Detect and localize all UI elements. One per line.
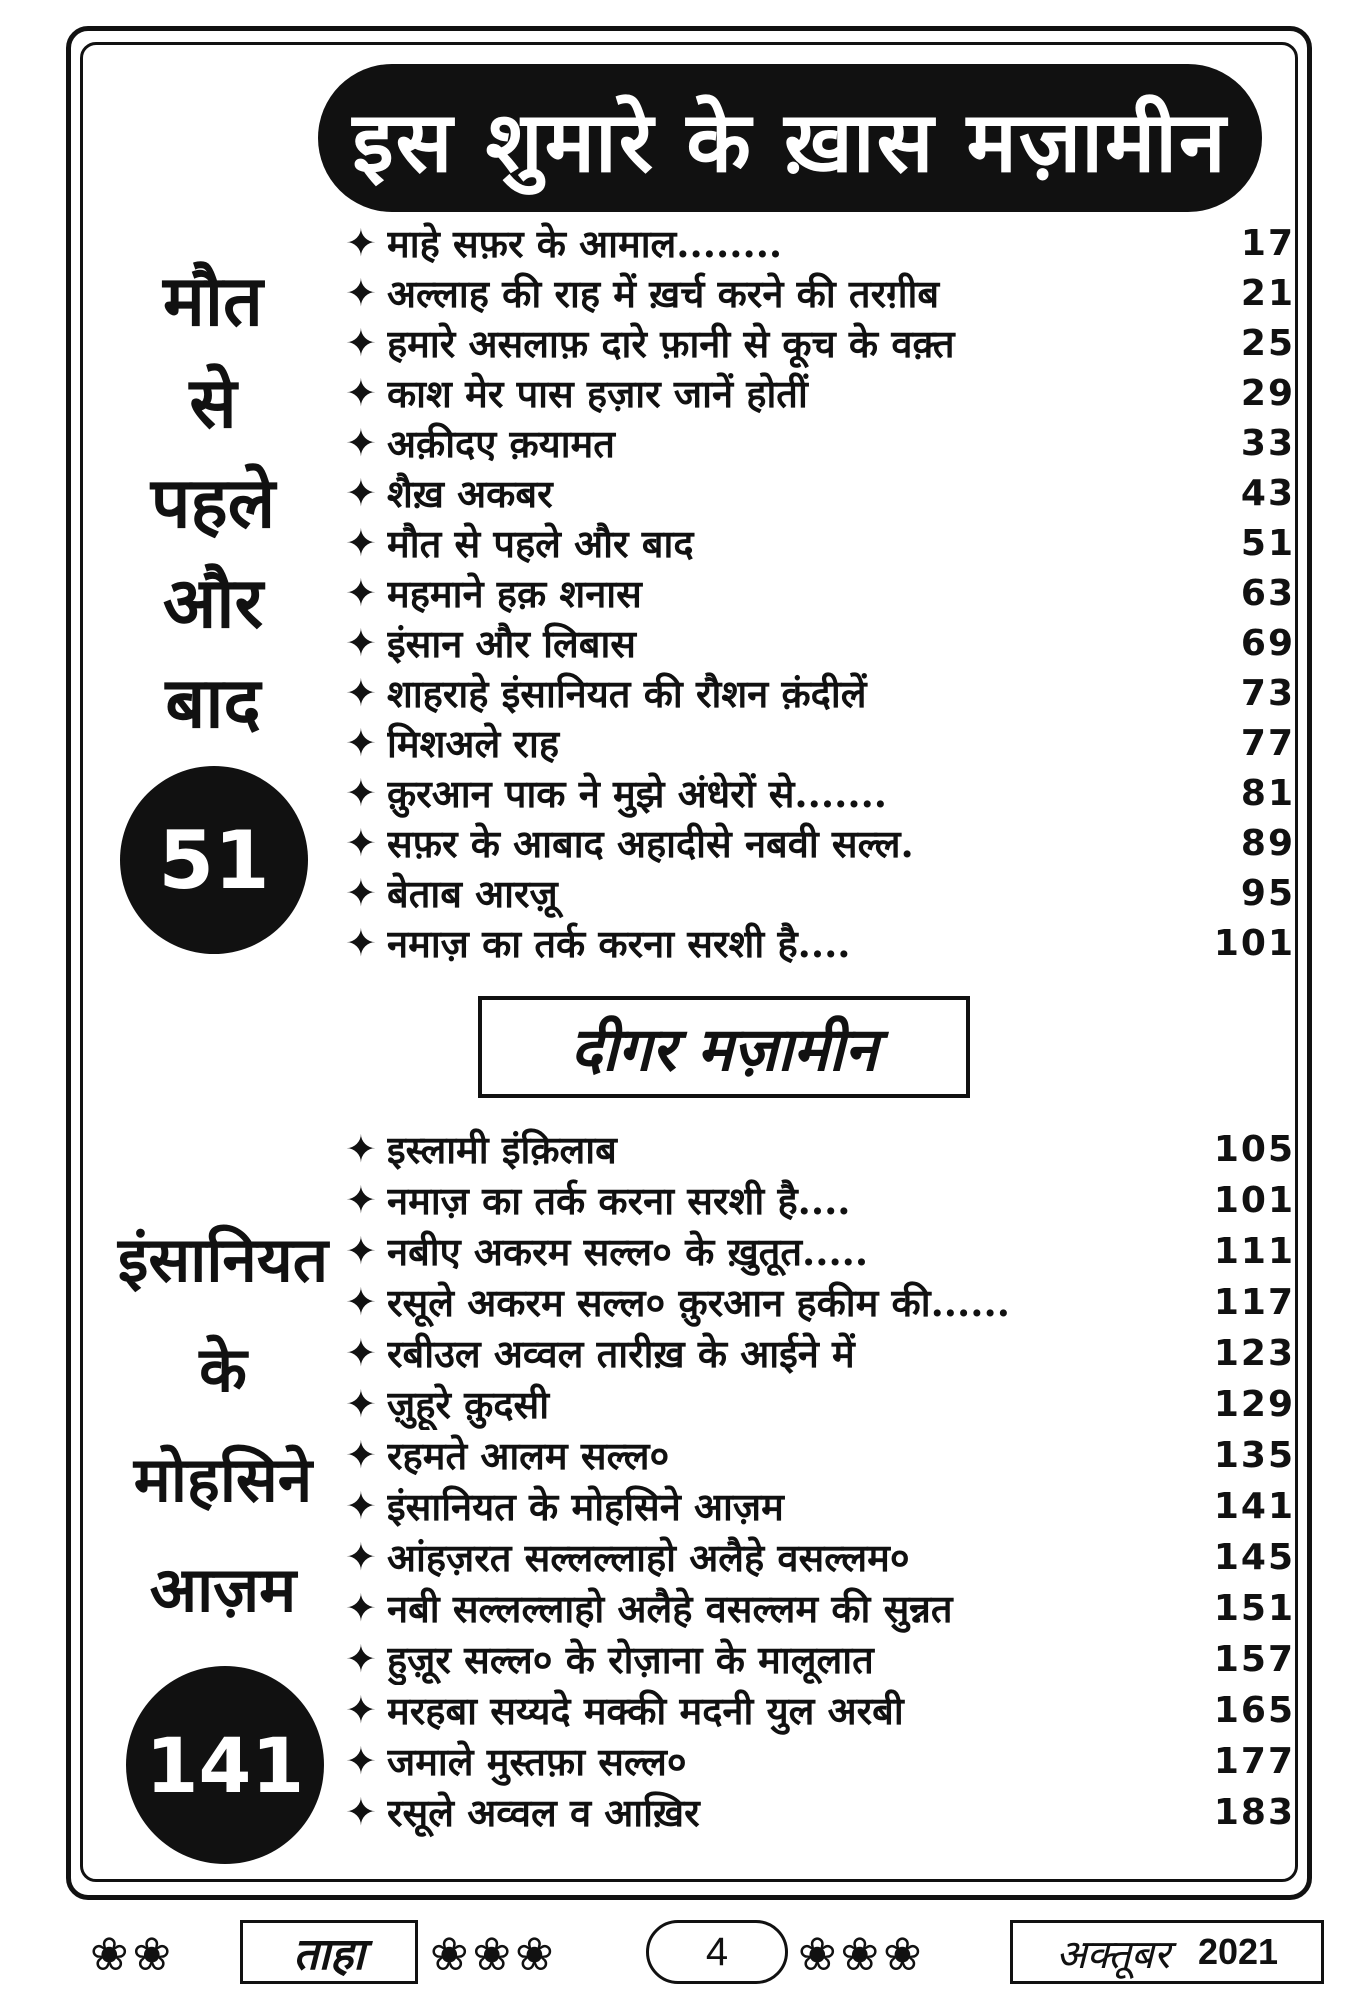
- toc-page-number: 141: [1213, 1485, 1295, 1527]
- diamond-bullet-icon: ✦: [345, 1739, 377, 1783]
- toc-row[interactable]: [345, 1634, 1295, 1684]
- diamond-bullet-icon: ✦: [345, 821, 377, 865]
- section-heading: दीगर मज़ामीन: [570, 1015, 878, 1085]
- side-word: के: [199, 1333, 247, 1406]
- diamond-bullet-icon: ✦: [345, 671, 377, 715]
- toc-page-number: 77: [1240, 722, 1295, 764]
- issue-date-box: [1010, 1920, 1324, 1984]
- diamond-bullet-icon: ✦: [345, 1433, 377, 1477]
- toc-row[interactable]: [345, 518, 1295, 568]
- diamond-bullet-icon: ✦: [345, 921, 377, 965]
- side-word: मोहसिने: [133, 1443, 313, 1516]
- toc-page-number: 157: [1213, 1638, 1295, 1680]
- toc-title: नबीए अकरम सल्ल० के ख़ुतूत.....: [387, 1229, 869, 1274]
- toc-row[interactable]: [345, 1175, 1295, 1225]
- diamond-bullet-icon: ✦: [345, 571, 377, 615]
- side-word: मौत: [163, 259, 263, 342]
- diamond-bullet-icon: ✦: [345, 1484, 377, 1528]
- issue-month: अक्तूबर: [1055, 1931, 1170, 1978]
- toc-title: सफ़र के आबाद अहादीसे नबवी सल्ल.: [387, 821, 914, 866]
- diamond-bullet-icon: ✦: [345, 621, 377, 665]
- toc-row[interactable]: [345, 1685, 1295, 1735]
- feature-page-number: 51: [158, 813, 270, 907]
- toc-page-number: 69: [1240, 622, 1295, 664]
- toc-title: बेताब आरज़ू: [387, 871, 558, 916]
- toc-page-number: 129: [1213, 1383, 1295, 1425]
- toc-title: मिशअले राह: [387, 721, 559, 766]
- side-word: और: [162, 561, 264, 644]
- toc-row[interactable]: [345, 618, 1295, 668]
- toc-row[interactable]: [345, 218, 1295, 268]
- diamond-bullet-icon: ✦: [345, 1229, 377, 1273]
- toc-title: इस्लामी इंक़िलाब: [387, 1127, 617, 1172]
- toc-row[interactable]: [345, 1787, 1295, 1837]
- diamond-bullet-icon: ✦: [345, 1331, 377, 1375]
- journal-name-box: [240, 1920, 418, 1984]
- diamond-bullet-icon: ✦: [345, 1688, 377, 1732]
- toc-title: रहमते आलम सल्ल०: [387, 1433, 670, 1478]
- toc-row[interactable]: [345, 1226, 1295, 1276]
- toc-page-number: 123: [1213, 1332, 1295, 1374]
- toc-row[interactable]: [345, 1430, 1295, 1480]
- toc-row[interactable]: [345, 368, 1295, 418]
- toc-title: इंसान और लिबास: [387, 621, 636, 666]
- toc-page-number: 89: [1240, 822, 1295, 864]
- toc-page-number: 165: [1213, 1689, 1295, 1731]
- section-heading-box: [478, 996, 970, 1098]
- diamond-bullet-icon: ✦: [345, 871, 377, 915]
- toc-title: नमाज़ का तर्क करना सरशी है....: [387, 921, 851, 966]
- toc-title: नमाज़ का तर्क करना सरशी है....: [387, 1178, 851, 1223]
- toc-page-number: 33: [1240, 422, 1295, 464]
- diamond-bullet-icon: ✦: [345, 1280, 377, 1324]
- feature-page-badge: [120, 766, 308, 954]
- toc-title: शैख़ अकबर: [387, 471, 553, 516]
- toc-title: अल्लाह की राह में ख़र्च करने की तरग़ीब: [387, 271, 940, 316]
- toc-page-number: 177: [1213, 1740, 1295, 1782]
- side-word: इंसानियत: [117, 1223, 329, 1296]
- toc-title: रसूले अकरम सल्ल० क़ुरआन हकीम की......: [387, 1280, 1010, 1325]
- toc-row[interactable]: [345, 1481, 1295, 1531]
- toc-page-number: 51: [1240, 522, 1295, 564]
- page-title: इस शुमारे के ख़ास मज़ामीन: [352, 91, 1228, 191]
- toc-title: रबीउल अव्वल तारीख़ के आईने में: [387, 1331, 855, 1376]
- page-number-oval: [646, 1920, 788, 1984]
- diamond-bullet-icon: ✦: [345, 1790, 377, 1834]
- flower-ornament-icon: ❀❀❀: [798, 1927, 926, 1981]
- toc-page-number: 105: [1213, 1128, 1295, 1170]
- diamond-bullet-icon: ✦: [345, 371, 377, 415]
- toc-page-number: 73: [1240, 672, 1295, 714]
- toc-page-number: 101: [1213, 1179, 1295, 1221]
- toc-title: शाहराहे इंसानियत की रौशन क़ंदीलें: [387, 671, 867, 716]
- side-word: आज़म: [149, 1553, 297, 1626]
- diamond-bullet-icon: ✦: [345, 1127, 377, 1171]
- toc-row[interactable]: [345, 1379, 1295, 1429]
- toc-row[interactable]: [345, 418, 1295, 468]
- side-word: पहले: [150, 461, 276, 544]
- toc-title: इंसानियत के मोहसिने आज़म: [387, 1484, 784, 1529]
- toc-page-number: 63: [1240, 572, 1295, 614]
- toc-title: रसूले अव्वल व आख़िर: [387, 1790, 700, 1835]
- page-title-banner: [318, 64, 1262, 212]
- toc-row[interactable]: [345, 718, 1295, 768]
- flower-ornament-icon: ❀❀❀: [430, 1927, 558, 1981]
- toc-row[interactable]: [345, 1124, 1295, 1174]
- toc-page-number: 151: [1213, 1587, 1295, 1629]
- diamond-bullet-icon: ✦: [345, 221, 377, 265]
- side-word: से: [189, 361, 237, 444]
- toc-title: मौत से पहले और बाद: [387, 521, 694, 566]
- toc-row[interactable]: [345, 768, 1295, 818]
- diamond-bullet-icon: ✦: [345, 1637, 377, 1681]
- toc-page-number: 145: [1213, 1536, 1295, 1578]
- toc-row[interactable]: [345, 1328, 1295, 1378]
- toc-page-number: 135: [1213, 1434, 1295, 1476]
- toc-title: हमारे असलाफ़ दारे फ़ानी से कूच के वक़्त: [387, 321, 955, 366]
- toc-title: आंहज़रत सल्लल्लाहो अलैहे वसल्लम०: [387, 1535, 910, 1580]
- diamond-bullet-icon: ✦: [345, 771, 377, 815]
- toc-row[interactable]: [345, 1736, 1295, 1786]
- toc-title: क़ुरआन पाक ने मुझे अंधेरों से.......: [387, 771, 888, 816]
- diamond-bullet-icon: ✦: [345, 421, 377, 465]
- page-number: 4: [705, 1929, 729, 1974]
- toc-title: माहे सफ़र के आमाल........: [387, 221, 783, 266]
- toc-page-number: 81: [1240, 772, 1295, 814]
- toc-row[interactable]: [345, 268, 1295, 318]
- toc-page-number: 17: [1240, 222, 1295, 264]
- side-word: बाद: [165, 661, 261, 744]
- flower-ornament-icon: ❀❀: [90, 1927, 176, 1981]
- toc-title: हुज़ूर सल्ल० के रोज़ाना के मालूलात: [387, 1637, 874, 1682]
- toc-title: महमाने हक़ शनास: [387, 571, 642, 616]
- toc-page-number: 111: [1213, 1230, 1295, 1272]
- toc-row[interactable]: [345, 1532, 1295, 1582]
- toc-row[interactable]: [345, 1583, 1295, 1633]
- toc-title: मरहबा सय्यदे मक्की मदनी युल अरबी: [387, 1688, 904, 1733]
- issue-year: 2021: [1197, 1931, 1279, 1972]
- toc-page-number: 95: [1240, 872, 1295, 914]
- feature-page-number: 141: [145, 1720, 305, 1810]
- feature-page-badge: [126, 1666, 324, 1864]
- toc-title: नबी सल्लल्लाहो अलैहे वसल्लम की सुन्नत: [387, 1586, 953, 1631]
- toc-row[interactable]: [345, 918, 1295, 968]
- toc-row[interactable]: [345, 818, 1295, 868]
- toc-row[interactable]: [345, 468, 1295, 518]
- diamond-bullet-icon: ✦: [345, 721, 377, 765]
- journal-name: ताहा: [293, 1929, 365, 1980]
- diamond-bullet-icon: ✦: [345, 1382, 377, 1426]
- diamond-bullet-icon: ✦: [345, 1535, 377, 1579]
- diamond-bullet-icon: ✦: [345, 471, 377, 515]
- toc-page-number: 117: [1213, 1281, 1295, 1323]
- toc-row[interactable]: [345, 1277, 1295, 1327]
- toc-page-number: 183: [1213, 1791, 1295, 1833]
- toc-title: काश मेर पास हज़ार जानें होतीं: [387, 371, 808, 416]
- toc-page-number: 21: [1240, 272, 1295, 314]
- toc-title: ज़ुहूरे क़ुदसी: [387, 1382, 550, 1427]
- toc-page-number: 25: [1240, 322, 1295, 364]
- toc-row[interactable]: [345, 868, 1295, 918]
- toc-page-number: 29: [1240, 372, 1295, 414]
- diamond-bullet-icon: ✦: [345, 271, 377, 315]
- toc-page-number: 101: [1213, 922, 1295, 964]
- toc-row[interactable]: [345, 668, 1295, 718]
- page-footer: [90, 1916, 1330, 1990]
- diamond-bullet-icon: ✦: [345, 521, 377, 565]
- toc-page-number: 43: [1240, 472, 1295, 514]
- toc-row[interactable]: [345, 318, 1295, 368]
- toc-title: अक़ीदए क़यामत: [387, 421, 615, 466]
- diamond-bullet-icon: ✦: [345, 1586, 377, 1630]
- diamond-bullet-icon: ✦: [345, 1178, 377, 1222]
- toc-row[interactable]: [345, 568, 1295, 618]
- diamond-bullet-icon: ✦: [345, 321, 377, 365]
- toc-title: जमाले मुस्तफ़ा सल्ल०: [387, 1739, 687, 1784]
